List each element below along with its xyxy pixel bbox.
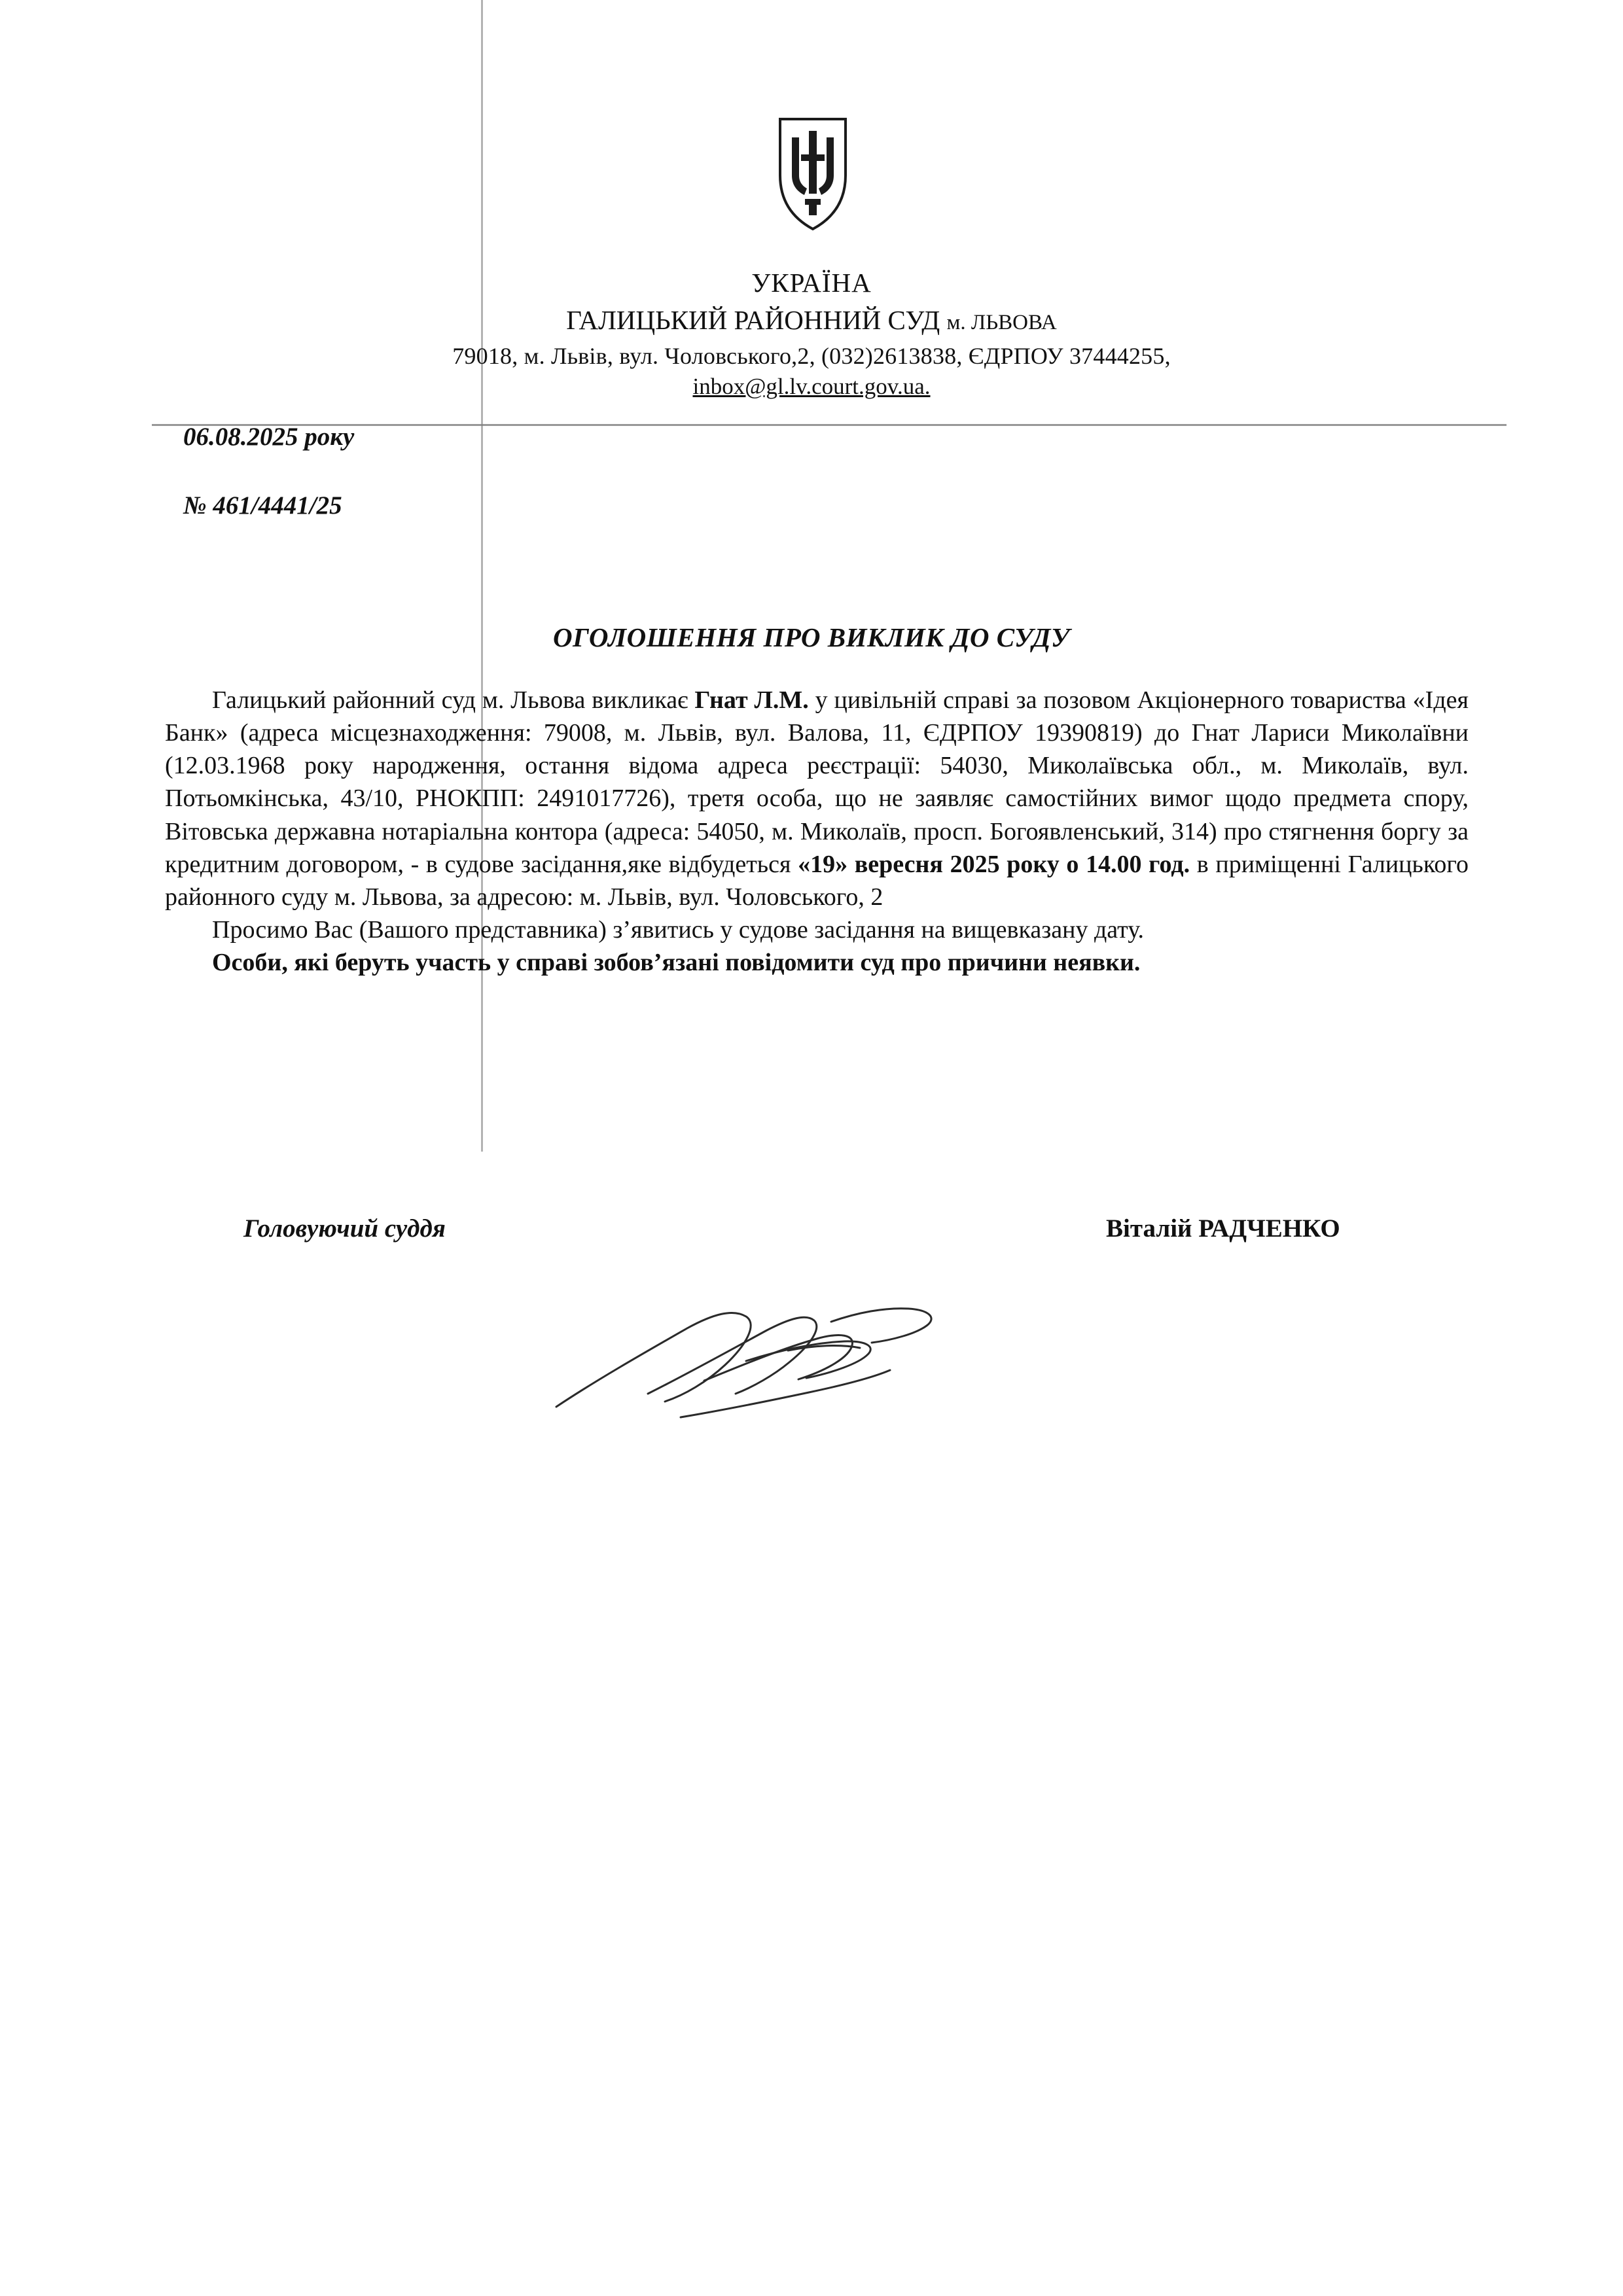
header-court-name: ГАЛИЦЬКИЙ РАЙОННИЙ СУД <box>566 305 940 335</box>
paragraph-appear: Просимо Вас (Вашого представника) з’явитись у судове засідання на вищевказану дату. <box>212 916 1144 944</box>
page-title: ОГОЛОШЕННЯ ПРО ВИКЛИК ДО СУДУ <box>553 622 1070 652</box>
signature-name: Віталій РАДЧЕНКО <box>1106 1214 1340 1243</box>
document-date: 06.08.2025 року <box>183 423 355 451</box>
header-email: inbox@gl.lv.court.gov.ua. <box>692 374 931 399</box>
document-number: № 461/4441/25 <box>183 491 342 520</box>
header-court-city: м. ЛЬВОВА <box>946 311 1057 334</box>
scan-artifact-horizontal-line <box>152 424 1507 426</box>
header-country: УКРАЇНА <box>751 268 872 298</box>
paragraph-main: Галицький районний суд м. Львова викликає Гнат Л.М. у цивільній справі за позовом Акціонерного товариства «Ідея Банк» (адреса місцезнаходження: 79008, м. Львів, вул. Валова, 11, ЄДРПОУ 19390819) до Гнат Лариси Миколаївни (12.03.1968 року народження, остання відома адреса реєстрації: 54030, Миколаївська обл., м. Миколаїв, вул. Потьомкінська, 43/10, РНОКПП: 2491017726), третя особа, що не заявляє самостійних вимог щодо предмета спору, Вітовська державна нотаріальна контора (адреса: 54050, м. Миколаїв, просп. Богоявленський, 314) про стягнення боргу за кредитним договором, - в судове засідання,яке відбудеться «19» вересня 2025 року о 14.00 год. в приміщенні Галицького районного суду м. Львова, за адресою: м. Львів, вул. Чоловського, 2 <box>165 686 1469 911</box>
document-body <box>165 684 1469 979</box>
header-court <box>0 304 1623 336</box>
ukraine-trident-emblem-icon <box>776 115 849 233</box>
document-header <box>0 267 1623 400</box>
signature-role: Головуючий суддя <box>243 1214 446 1243</box>
signature-scribble-icon <box>550 1282 969 1446</box>
paragraph-notice: Особи, які беруть участь у справі зобов’язані повідомити суд про причини неявки. <box>212 949 1141 977</box>
header-address: 79018, м. Львів, вул. Чоловського,2, (032)2613838, ЄДРПОУ 37444255, <box>452 343 1171 369</box>
